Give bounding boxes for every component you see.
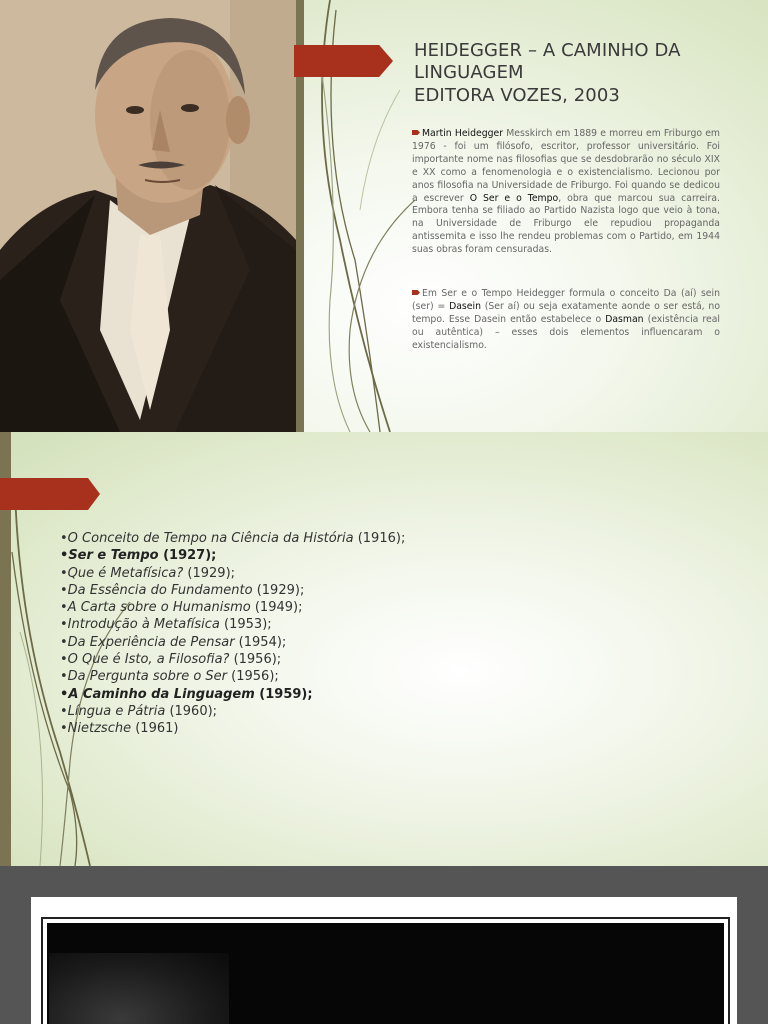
work-year: (1949); [250, 600, 303, 616]
work-title: O Ser e o Tempo [469, 192, 559, 204]
work-list-item [60, 651, 405, 668]
work-title: Língua e Pátria [67, 703, 166, 719]
work-list-item [60, 616, 405, 633]
red-bullet-icon [412, 130, 420, 135]
slide-title [414, 40, 744, 107]
heidegger-portrait-photo [0, 0, 296, 432]
red-arrow-marker [294, 45, 393, 77]
bullet-glyph: • [60, 565, 68, 581]
work-year: (1960); [165, 703, 218, 719]
bio-text-b: , obra que marcou sua carreira. Embora tenha se filiado ao Partido Nazista logo que veio à tona, na Universidade de Friburgo ele repudiou propaganda antissemita e isso lhe rendeu problemas com o Partido, em 1944 suas obras foram censuradas. [412, 192, 720, 256]
work-year: (1927); [158, 548, 217, 564]
dasein-text-c: (existência real ou autêntica) – esses dois elementos influencaram o existencialismo. [412, 313, 720, 351]
work-year: (1929); [183, 565, 236, 581]
bullet-glyph: • [60, 531, 68, 546]
work-list-item [60, 565, 405, 582]
title-line-3: EDITORA VOZES, 2003 [414, 85, 620, 106]
red-bullet-icon [412, 290, 420, 295]
bullet-glyph: • [60, 686, 69, 702]
work-list-item [60, 686, 405, 703]
bullet-glyph: • [60, 548, 69, 564]
bullet-glyph: • [60, 652, 68, 668]
blurred-portrait-area [49, 953, 229, 1024]
work-year: (1954); [234, 634, 287, 650]
bullet-glyph: • [60, 582, 68, 598]
work-year: (1916); [353, 531, 406, 546]
photo-frame [41, 917, 730, 1024]
bullet-glyph: • [60, 721, 68, 737]
work-list-item [60, 582, 405, 599]
work-list-item [60, 703, 405, 720]
work-year: (1956); [227, 669, 279, 685]
term-dasein: Dasein [449, 300, 481, 312]
work-year: (1929); [252, 582, 305, 598]
author-name: Martin Heidegger [422, 128, 504, 139]
work-title: Da Experiência de Pensar [67, 634, 235, 650]
work-year: (1953); [219, 617, 272, 633]
bullet-glyph: • [60, 669, 68, 685]
bullet-glyph: • [60, 634, 68, 650]
work-list-item [60, 634, 405, 651]
work-title: O Conceito de Tempo na Ciência da História [67, 531, 354, 546]
work-title: Ser e Tempo [68, 548, 159, 564]
work-title: Que é Metafísica? [67, 565, 184, 581]
work-title: Da Pergunta sobre o Ser [67, 669, 228, 685]
dasein-paragraph [412, 288, 720, 353]
bio-text-a: Messkirch em 1889 e morreu em Friburgo em 1976 - foi um filósofo, escritor, professor universitário. Foi importante nome nas filosofias que se desdobrarão no século XIX e XX como a fenomenologia e o existencialismo. Lecionou por anos filosofia na Universidade de Friburgo. Foi quando se dedicou a escrever [412, 128, 720, 204]
work-year: (1956); [229, 652, 282, 668]
work-title: Da Essência do Fundamento [67, 582, 253, 598]
work-title: A Carta sobre o Humanismo [67, 600, 251, 616]
slide-3 [0, 866, 768, 1024]
title-line-2: LINGUAGEM [414, 62, 524, 83]
dasein-text-a: Em Ser e o Tempo Heidegger formula o conceito Da (aí) sein (ser) = [412, 288, 720, 312]
work-title: Introdução à Metafísica [67, 617, 220, 633]
work-list-item [60, 668, 405, 685]
work-list-item [60, 530, 405, 547]
work-title: A Caminho da Linguagem [68, 686, 255, 702]
slide-3-page [31, 897, 737, 1024]
dasein-text-b: (Ser aí) ou seja exatamente aonde o ser está, no tempo. Esse Dasein então estabelece o [412, 300, 721, 325]
bullet-glyph: • [60, 600, 68, 616]
work-list-item [60, 547, 405, 564]
bullet-glyph: • [60, 703, 68, 719]
slide-2 [0, 432, 768, 866]
work-title: O Que é Isto, a Filosofia? [67, 652, 230, 668]
biography-paragraph [412, 128, 720, 257]
work-year: (1959); [254, 686, 313, 702]
work-list-item [60, 599, 405, 616]
work-year: (1961) [131, 721, 179, 737]
work-title: Nietzsche [67, 721, 132, 737]
red-arrow-marker [0, 478, 100, 510]
title-line-1: HEIDEGGER – A CAMINHO DA [414, 40, 681, 61]
work-list-item [60, 720, 405, 737]
bullet-glyph: • [60, 617, 68, 633]
term-dasman: Dasman [605, 313, 644, 325]
black-and-white-photo [47, 923, 724, 1024]
works-list [60, 530, 405, 738]
slide-1 [0, 0, 768, 432]
